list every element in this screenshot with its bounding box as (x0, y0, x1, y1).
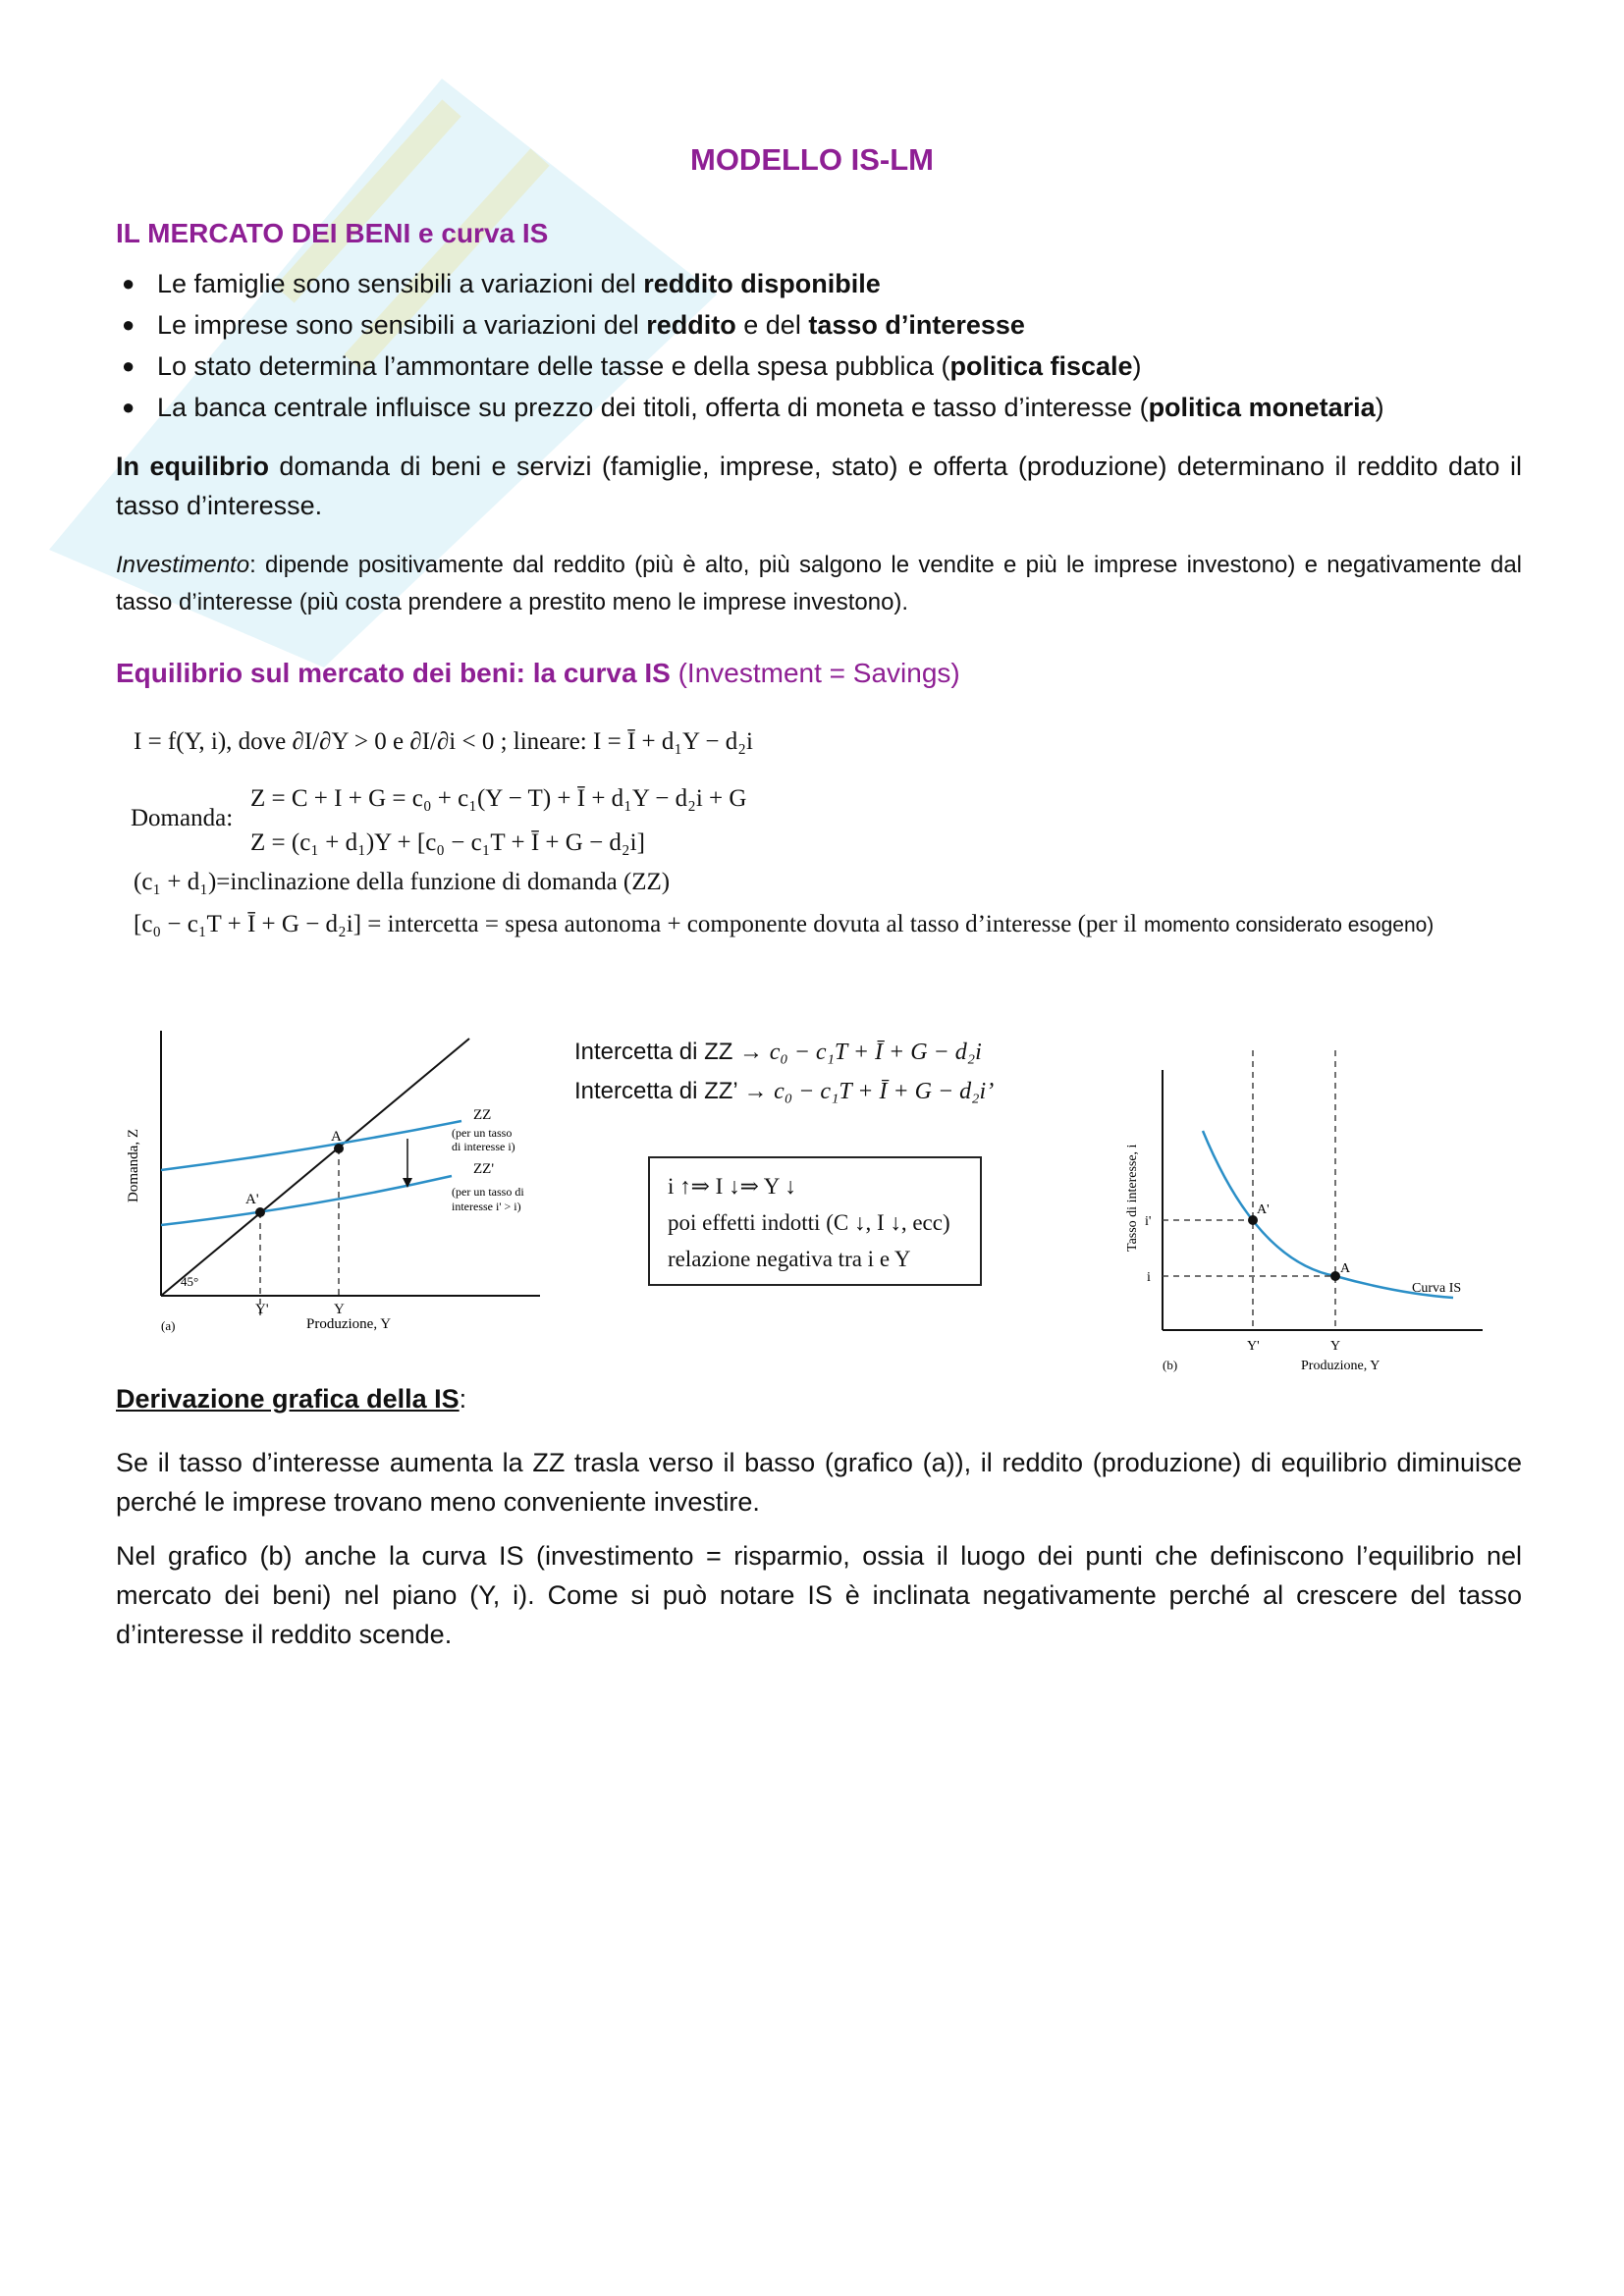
graph-b-point-A (1330, 1271, 1340, 1281)
graph-a-label-Y-prime: Y' (255, 1302, 269, 1317)
graph-b-label-Y-prime: Y' (1247, 1339, 1260, 1354)
graph-a-zz-label: ZZ (473, 1107, 492, 1123)
intercepts-block (574, 1033, 994, 1111)
page-title: MODELLO IS-LM (690, 142, 934, 177)
bullet-list (116, 263, 1384, 428)
graph-a-zz2-note1: (per un tasso di (452, 1185, 524, 1199)
graph-b-curve-label: Curva IS (1412, 1281, 1462, 1296)
graph-a-point-A-prime (255, 1207, 265, 1217)
graph-a-label-Y: Y (334, 1302, 345, 1317)
graph-b-label-A: A (1340, 1261, 1351, 1276)
section-heading-derivazione: Derivazione grafica della IS: (116, 1384, 467, 1414)
formula-demand-grouped: Z = (c₁ + d₁)Y + [c₀ − c₁T + Ī + G − d₂i] (250, 829, 645, 856)
graph-a-zz-curve (161, 1121, 461, 1170)
graph-a-zz-note1: (per un tasso (452, 1126, 513, 1140)
derivation-paragraph-2: Nel grafico (b) anche la curva IS (investimento = risparmio, ossia il luogo dei punti che definiscono l’equilibrio nel mercato dei beni) nel piano (Y, i). Come si può notare IS è inclinata negativamente perché al crescere del tasso d’interesse il reddito scende. (116, 1541, 1522, 1649)
bullet-item: ● Le imprese sono sensibili a variazioni del reddito e del tasso d’interesse (122, 310, 1025, 340)
graph-a-point-A (334, 1144, 344, 1153)
graph-a-zz2-label: ZZ' (473, 1161, 495, 1177)
graph-b-xlabel: Produzione, Y (1301, 1359, 1380, 1373)
graph-b-panel: (b) (1163, 1358, 1178, 1372)
formula-demand: Z = C + I + G = c₀ + c₁(Y − T) + Ī + d₁Y − d₂i + G (250, 785, 747, 812)
graph-a-zz-note2: di interesse i) (452, 1140, 515, 1153)
domanda-label: Domanda: (131, 805, 234, 831)
intercept-zz: Intercetta di ZZ → c₀ − c₁T + Ī + G − d₂i (574, 1039, 982, 1065)
graph-a-angle: 45° (181, 1274, 199, 1289)
graph-b-is-curve (1203, 1131, 1453, 1298)
investment-paragraph: Investimento: dipende positivamente dal reddito (più è alto, più salgono le vendite e più le imprese investono) e negativamente dal tasso d’interesse (più costa prendere a prestito meno le imprese investono). (116, 552, 1522, 615)
graph-b-label-Y: Y (1330, 1339, 1341, 1354)
graph-a-xlabel: Produzione, Y (306, 1316, 392, 1332)
bullet-item: ● La banca centrale influisce su prezzo dei titoli, offerta di moneta e tasso d’interesse (politica monetaria) (122, 393, 1384, 422)
graph-a-label-A-prime: A' (245, 1192, 259, 1207)
formula-investment: I = f(Y, i), dove ∂I/∂Y > 0 e ∂I/∂i < 0 ; lineare: I = Ī + d₁Y − d₂i (134, 728, 753, 755)
section-heading-curva-is: Equilibrio sul mercato dei beni: la curva IS (Investment = Savings) (116, 658, 960, 688)
bullet-item: ● Lo stato determina l’ammontare delle tasse e della spesa pubblica (politica fiscale) (122, 351, 1142, 381)
section-heading-mercato-beni: IL MERCATO DEI BENI e curva IS (116, 218, 549, 248)
graph-b-ylabel: Tasso di interesse, i (1125, 1144, 1140, 1252)
equilibrium-paragraph: In equilibrio domanda di beni e servizi (famiglie, imprese, stato) e offerta (produzione) determinano il reddito dato il tasso d’interesse. (116, 452, 1522, 520)
graph-a-ylabel: Domanda, Z (126, 1129, 141, 1202)
graph-b-label-i: i (1147, 1270, 1151, 1285)
graph-b-label-i-prime: i' (1145, 1214, 1152, 1229)
graph-a-label-A: A (331, 1129, 342, 1145)
formula-slope: (c₁ + d₁)=inclinazione della funzione di domanda (ZZ) (134, 869, 671, 895)
graph-a (118, 1021, 550, 1345)
effects-box: i ↑⇒ I ↓⇒ Y ↓ poi effetti indotti (C ↓, I ↓, ecc) relazione negativa tra i e Y (648, 1156, 982, 1286)
formula-intercept: [c₀ − c₁T + Ī + G − d₂i] = intercetta = spesa autonoma + componente dovuta al tasso d’interesse (per il momento considerato esogeno) (134, 911, 1435, 937)
graph-b (1119, 1041, 1492, 1379)
intercept-zz-prime: Intercetta di ZZ’ → c₀ − c₁T + Ī + G − d₂i’ (574, 1078, 995, 1104)
graph-b-label-A-prime: A' (1257, 1202, 1270, 1217)
graph-a-45-line (161, 1039, 469, 1296)
graph-a-zz2-note2: interesse i' > i) (452, 1200, 521, 1213)
derivation-paragraph-1: Se il tasso d’interesse aumenta la ZZ trasla verso il basso (grafico (a)), il reddito (produzione) di equilibrio diminuisce perché le imprese trovano meno conveniente investire. (116, 1448, 1522, 1517)
bullet-item: ● Le famiglie sono sensibili a variazioni del reddito disponibile (122, 269, 881, 298)
graph-a-panel: (a) (161, 1318, 176, 1333)
